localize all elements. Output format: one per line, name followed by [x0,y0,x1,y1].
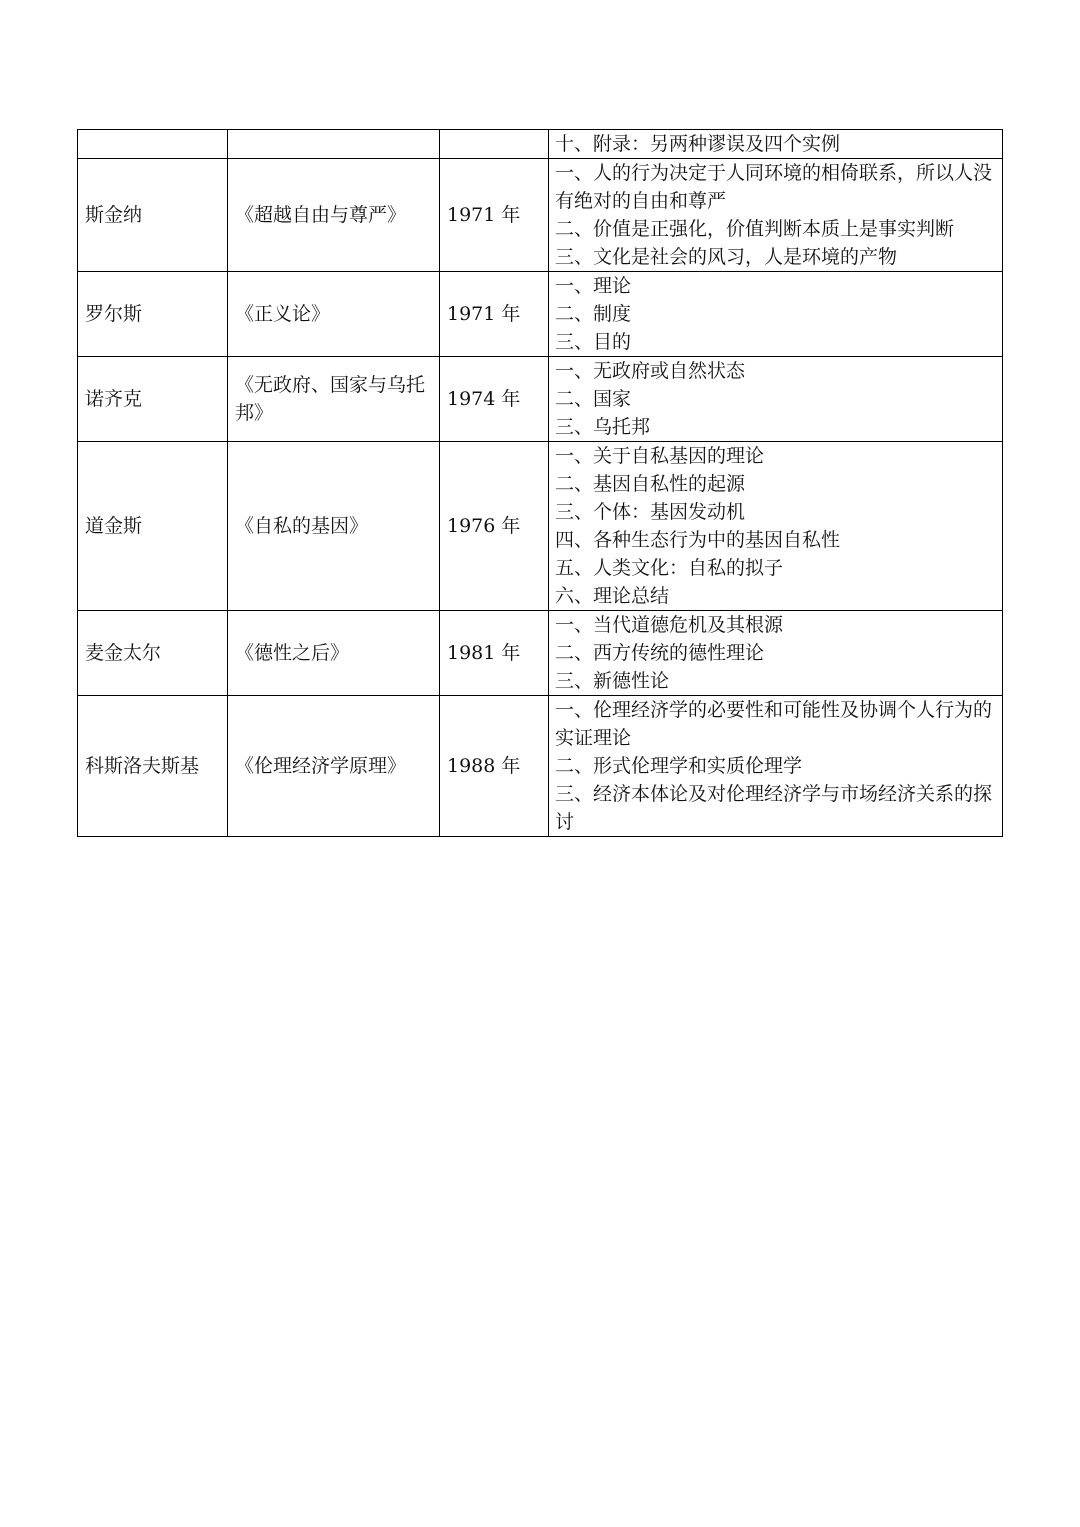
content-line: 四、各种生态行为中的基因自私性 [555,529,841,551]
content-line: 二、形式伦理学和实质伦理学 [555,755,803,777]
content-line: 二、西方传统的德性理论 [555,642,765,664]
content-line: 三、经济本体论及对伦理经济学与市场经济关系的探讨 [555,783,993,833]
work-cell: 《自私的基因》 [228,442,440,611]
contents-cell [549,130,1003,159]
content-line: 二、国家 [555,388,632,410]
contents-cell [549,159,1003,272]
author-cell: 科斯洛夫斯基 [78,696,228,837]
contents-cell [549,442,1003,611]
content-line: 二、价值是正强化，价值判断本质上是事实判断 [555,218,955,240]
author-cell: 诺齐克 [78,357,228,442]
content-line: 十、附录：另两种谬误及四个实例 [555,133,841,155]
table-row [78,272,1003,357]
content-line: 六、理论总结 [555,585,670,607]
year-cell: 1971 年 [440,159,549,272]
year-cell: 1988 年 [440,696,549,837]
table-row [78,159,1003,272]
work-cell: 《德性之后》 [228,611,440,696]
year-cell [440,130,549,159]
content-line: 三、新德性论 [555,670,670,692]
author-cell: 道金斯 [78,442,228,611]
content-line: 一、无政府或自然状态 [555,360,746,382]
year-cell: 1976 年 [440,442,549,611]
author-cell: 麦金太尔 [78,611,228,696]
work-cell: 《无政府、国家与乌托邦》 [228,357,440,442]
content-line: 一、人的行为决定于人同环境的相倚联系，所以人没有绝对的自由和尊严 [555,162,993,212]
table-row [78,611,1003,696]
author-cell [78,130,228,159]
content-line: 三、乌托邦 [555,416,651,438]
table-row [78,357,1003,442]
table-row [78,442,1003,611]
ethics-works-table [77,129,1003,837]
content-line: 三、文化是社会的风习，人是环境的产物 [555,246,898,268]
contents-cell [549,357,1003,442]
content-line: 三、目的 [555,331,632,353]
author-cell: 斯金纳 [78,159,228,272]
content-line: 三、个体：基因发动机 [555,501,746,523]
table-row [78,696,1003,837]
content-line: 一、关于自私基因的理论 [555,445,765,467]
author-cell: 罗尔斯 [78,272,228,357]
contents-cell [549,696,1003,837]
content-line: 一、理论 [555,275,632,297]
year-cell: 1974 年 [440,357,549,442]
contents-cell [549,272,1003,357]
work-cell [228,130,440,159]
year-cell: 1981 年 [440,611,549,696]
work-cell: 《正义论》 [228,272,440,357]
content-line: 二、制度 [555,303,632,325]
content-line: 二、基因自私性的起源 [555,473,746,495]
year-cell: 1971 年 [440,272,549,357]
work-cell: 《伦理经济学原理》 [228,696,440,837]
content-line: 一、伦理经济学的必要性和可能性及协调个人行为的实证理论 [555,699,993,749]
content-line: 五、人类文化：自私的拟子 [555,557,784,579]
content-line: 一、当代道德危机及其根源 [555,614,784,636]
contents-cell [549,611,1003,696]
table-row [78,130,1003,159]
work-cell: 《超越自由与尊严》 [228,159,440,272]
